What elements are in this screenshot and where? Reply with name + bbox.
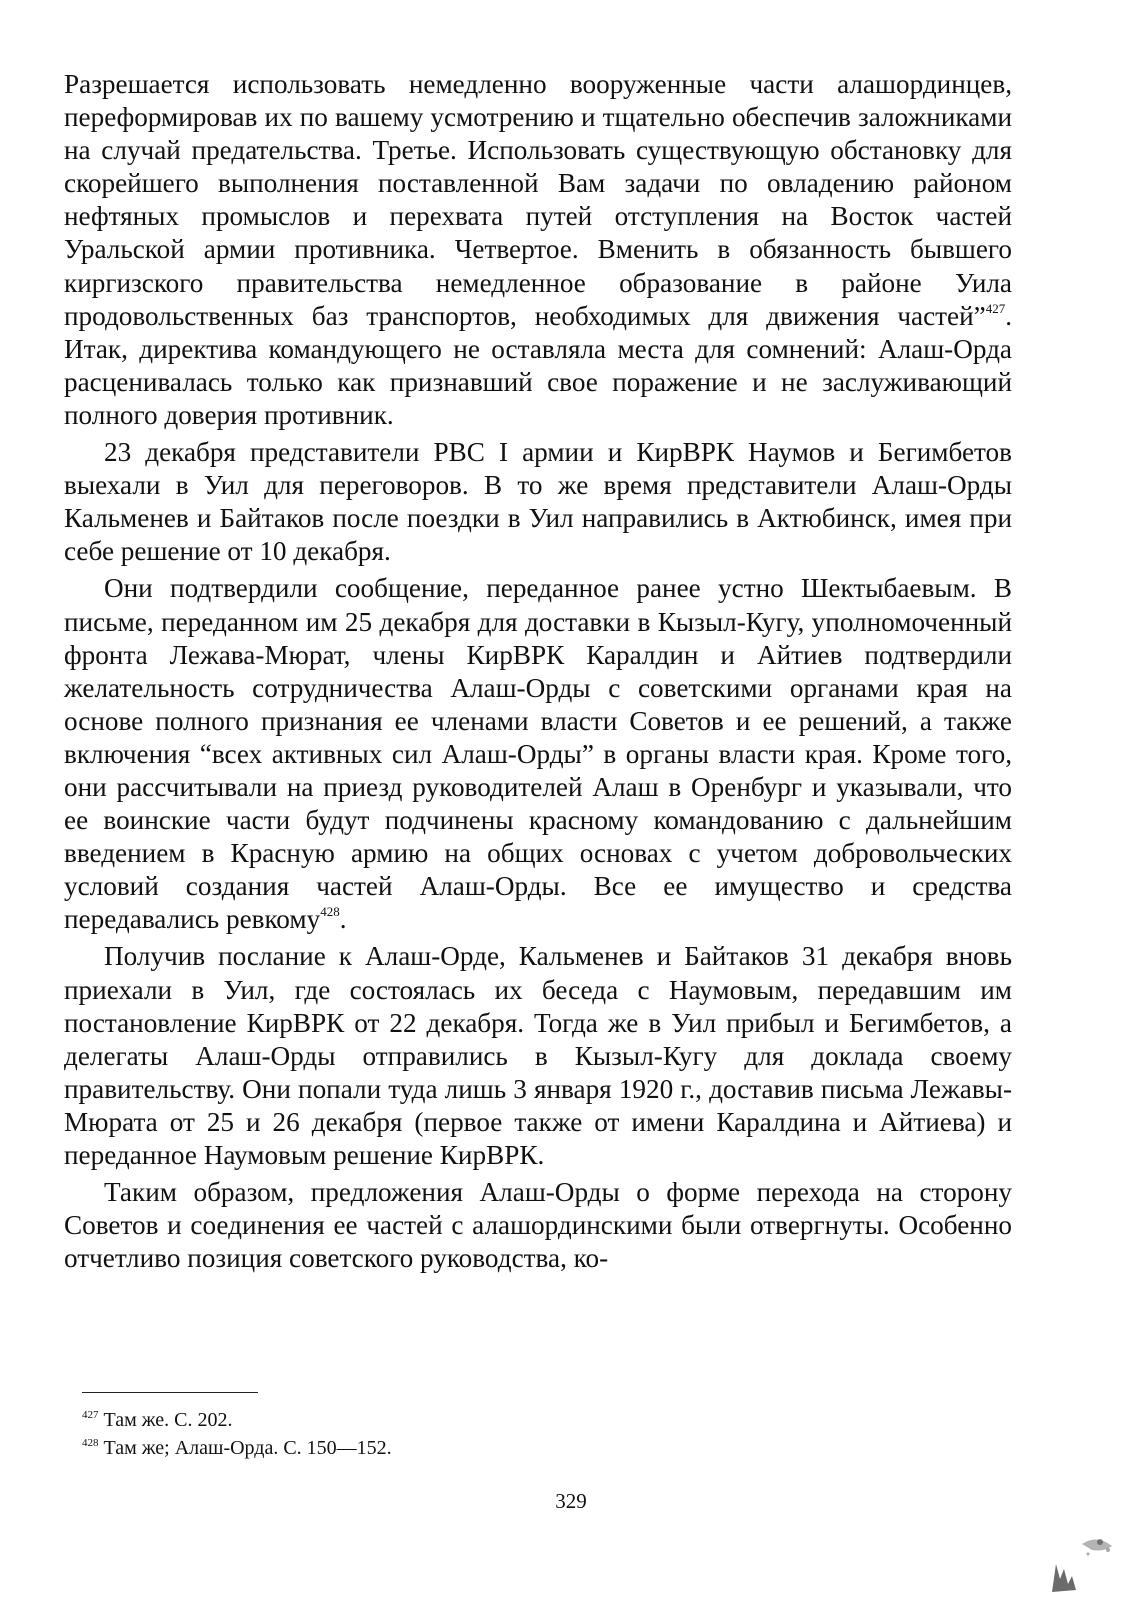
footnote-number: 428 [82, 1437, 99, 1449]
paragraph-text: 23 декабря представители РВС I армии и КирВРК Наумов и Бегимбетов выехали в Уил для переговоров. В то же время представители Алаш-Орды Кальменев и Байтаков после поездки в Уил направились в Актюбинск, имея при себе решение от 10 декабря. [64, 437, 1012, 567]
footnote-ref-427[interactable]: 427 [985, 300, 1006, 316]
footnotes [82, 1406, 682, 1462]
paragraph-text: . [339, 904, 347, 935]
paragraph-5 [64, 1176, 1012, 1275]
paragraph-4 [64, 940, 1012, 1172]
footnote-ref-428[interactable]: 428 [320, 904, 340, 920]
paragraph-text: . Итак, директива командующего не оставляла места для сомнений: Алаш-Орда расценивалась только как признавший свое поражение и не заслуживающий полного доверия противник. [64, 300, 1012, 430]
scan-smudge [1042, 1524, 1122, 1594]
paragraph-text: Получив послание к Алаш-Орде, Кальменев и Байтаков 31 декабря вновь приехали в Уил, где состоялась их беседа с Наумовым, передавшим им постановление КирВРК от 22 декабря. Тогда же в Уил прибыл и Бегимбетов, а делегаты Алаш-Орды отправились в Кызыл-Кугу для доклада своему правительству. Они попали туда лишь 3 января 1920 г., доставив письма Лежавы-Мюрата от 25 и 26 декабря (первое также от имени Каралдина и Айтиева) и переданное Наумовым решение КирВРК. [64, 941, 1012, 1170]
paragraph-2 [64, 436, 1012, 568]
paragraph-3 [64, 572, 1012, 936]
footnote-divider [82, 1392, 258, 1393]
paragraph-text: Таким образом, предложения Алаш-Орды о форме перехода на сторону Советов и соединения ее частей с алашординскими были отвергнуты. Особенно отчетливо позиция советского руководства, ко- [64, 1177, 1012, 1274]
page-number: 329 [555, 1489, 587, 1513]
paragraph-text: Они подтвердили сообщение, переданное ранее устно Шектыбаевым. В письме, переданном им 25 декабря для доставки в Кызыл-Кугу, уполномоченный фронта Лежава-Мюрат, члены КирВРК Каралдин и Айтиев подтвердили желательность сотрудничества Алаш-Орды с советскими органами края на основе полного признания ее членами власти Советов и ее решений, а также включения “всех активных сил Алаш-Орды” в органы власти края. Кроме того, они рассчитывали на приезд руководителей Алаш в Оренбург и указывали, что ее воинские части будут подчинены красному командованию с дальнейшим введением в Красную армию на общих основах с учетом добровольческих условий создания частей Алаш-Орды. Все ее имущество и средства передавались ревкому [64, 573, 1012, 935]
footnote-428 [82, 1434, 682, 1462]
page-body [64, 68, 1012, 1275]
footnote-number: 427 [82, 1409, 99, 1421]
footnote-text: Там же. С. 202. [103, 1409, 233, 1431]
paragraph-1 [64, 68, 1012, 432]
footnote-427 [82, 1406, 682, 1434]
paragraph-text: Разрешается использовать немедленно вооруженные части алашординцев, переформировав их по вашему усмотрению и тщательно обеспечив заложниками на случай предательства. Третье. Использовать существующую обстановку для скорейшего выполнения поставленной Вам задачи по овладению районом нефтяных промыслов и перехвата путей отступления на Восток частей Уральской армии противника. Четвертое. Вменить в обязанность бывшего киргизского правительства немедленное образование в районе Уила продовольственных баз транспортов, необходимых для движения частей” [64, 69, 1012, 331]
footnote-text: Там же; Алаш-Орда. С. 150—152. [103, 1437, 392, 1459]
